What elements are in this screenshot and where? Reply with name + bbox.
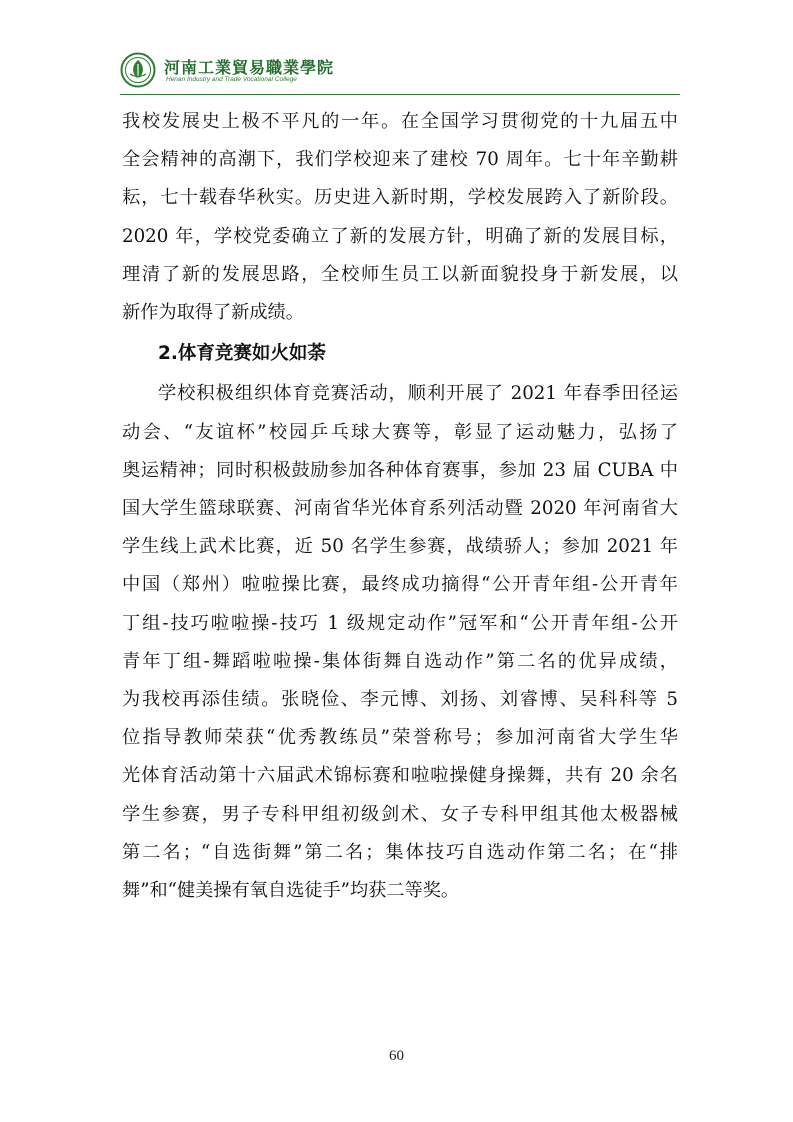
text-line: 2020 年，学校党委确立了新的发展方针，明确了新的发展目标， [122, 225, 678, 247]
text-line: 第二名；“自选街舞”第二名；集体技巧自选动作第二名；在“排 [122, 841, 678, 863]
page-body [122, 103, 678, 910]
text-line: 光体育活动第十六届武术锦标赛和啦啦操健身操舞，共有 20 余名 [122, 765, 678, 787]
text-line: 全会精神的高潮下，我们学校迎来了建校 70 周年。七十年辛勤耕 [122, 149, 678, 171]
page-number: 60 [389, 1048, 404, 1064]
school-logo-icon [120, 52, 156, 88]
text-line: 奥运精神；同时积极鼓励参加各种体育赛事，参加 23 届 CUBA 中 [122, 459, 678, 481]
text-line: 理清了新的发展思路，全校师生员工以新面貌投身于新发展，以 [122, 263, 678, 285]
text-line: 我校发展史上极不平凡的一年。在全国学习贯彻党的十九届五中 [122, 111, 678, 132]
school-name-en: Henan Industry and Trade Vocational College [166, 76, 297, 83]
text-line: 学生线上武术比赛，近 50 名学生参赛，战绩骄人；参加 2021 年 [122, 536, 678, 558]
paragraph-school-development [122, 103, 678, 332]
text-line: 新作为取得了新成绩。 [122, 302, 304, 324]
text-line: 为我校再添佳绩。张晓俭、李元博、刘扬、刘睿博、吴科科等 5 [122, 689, 678, 711]
text-line: 青年丁组-舞蹈啦啦操-集体街舞自选动作”第二名的优异成绩， [122, 650, 678, 672]
page-header [120, 52, 680, 92]
text-line: 位指导教师荣获“优秀教练员”荣誉称号；参加河南省大学生华 [122, 727, 678, 749]
text-line: 动会、“友谊杯”校园乒乓球大赛等，彰显了运动魅力，弘扬了 [122, 421, 678, 443]
section-heading: 2.体育竞赛如火如荼 [158, 343, 326, 365]
school-name-cn: 河南工業貿易職業學院 [164, 58, 335, 77]
text-line: 学校积极组织体育竞赛活动，顺利开展了 2021 年春季田径运 [158, 383, 678, 405]
text-line: 国大学生篮球联赛、河南省华光体育系列活动暨 2020 年河南省大 [122, 498, 678, 520]
text-line: 中国（郑州）啦啦操比赛，最终成功摘得“公开青年组-公开青年 [122, 574, 678, 596]
text-line: 丁组-技巧啦啦操-技巧 1 级规定动作”冠军和“公开青年组-公开 [122, 612, 678, 634]
paragraph-sports-competitions [122, 375, 678, 910]
text-line: 耘，七十载春华秋实。历史进入新时期，学校发展跨入了新阶段。 [122, 187, 678, 209]
text-line: 舞”和“健美操有氧自选徒手”均获二等奖。 [122, 880, 460, 902]
text-line: 学生参赛，男子专科甲组初级剑术、女子专科甲组其他太极器械 [122, 803, 678, 825]
header-divider [120, 94, 680, 95]
